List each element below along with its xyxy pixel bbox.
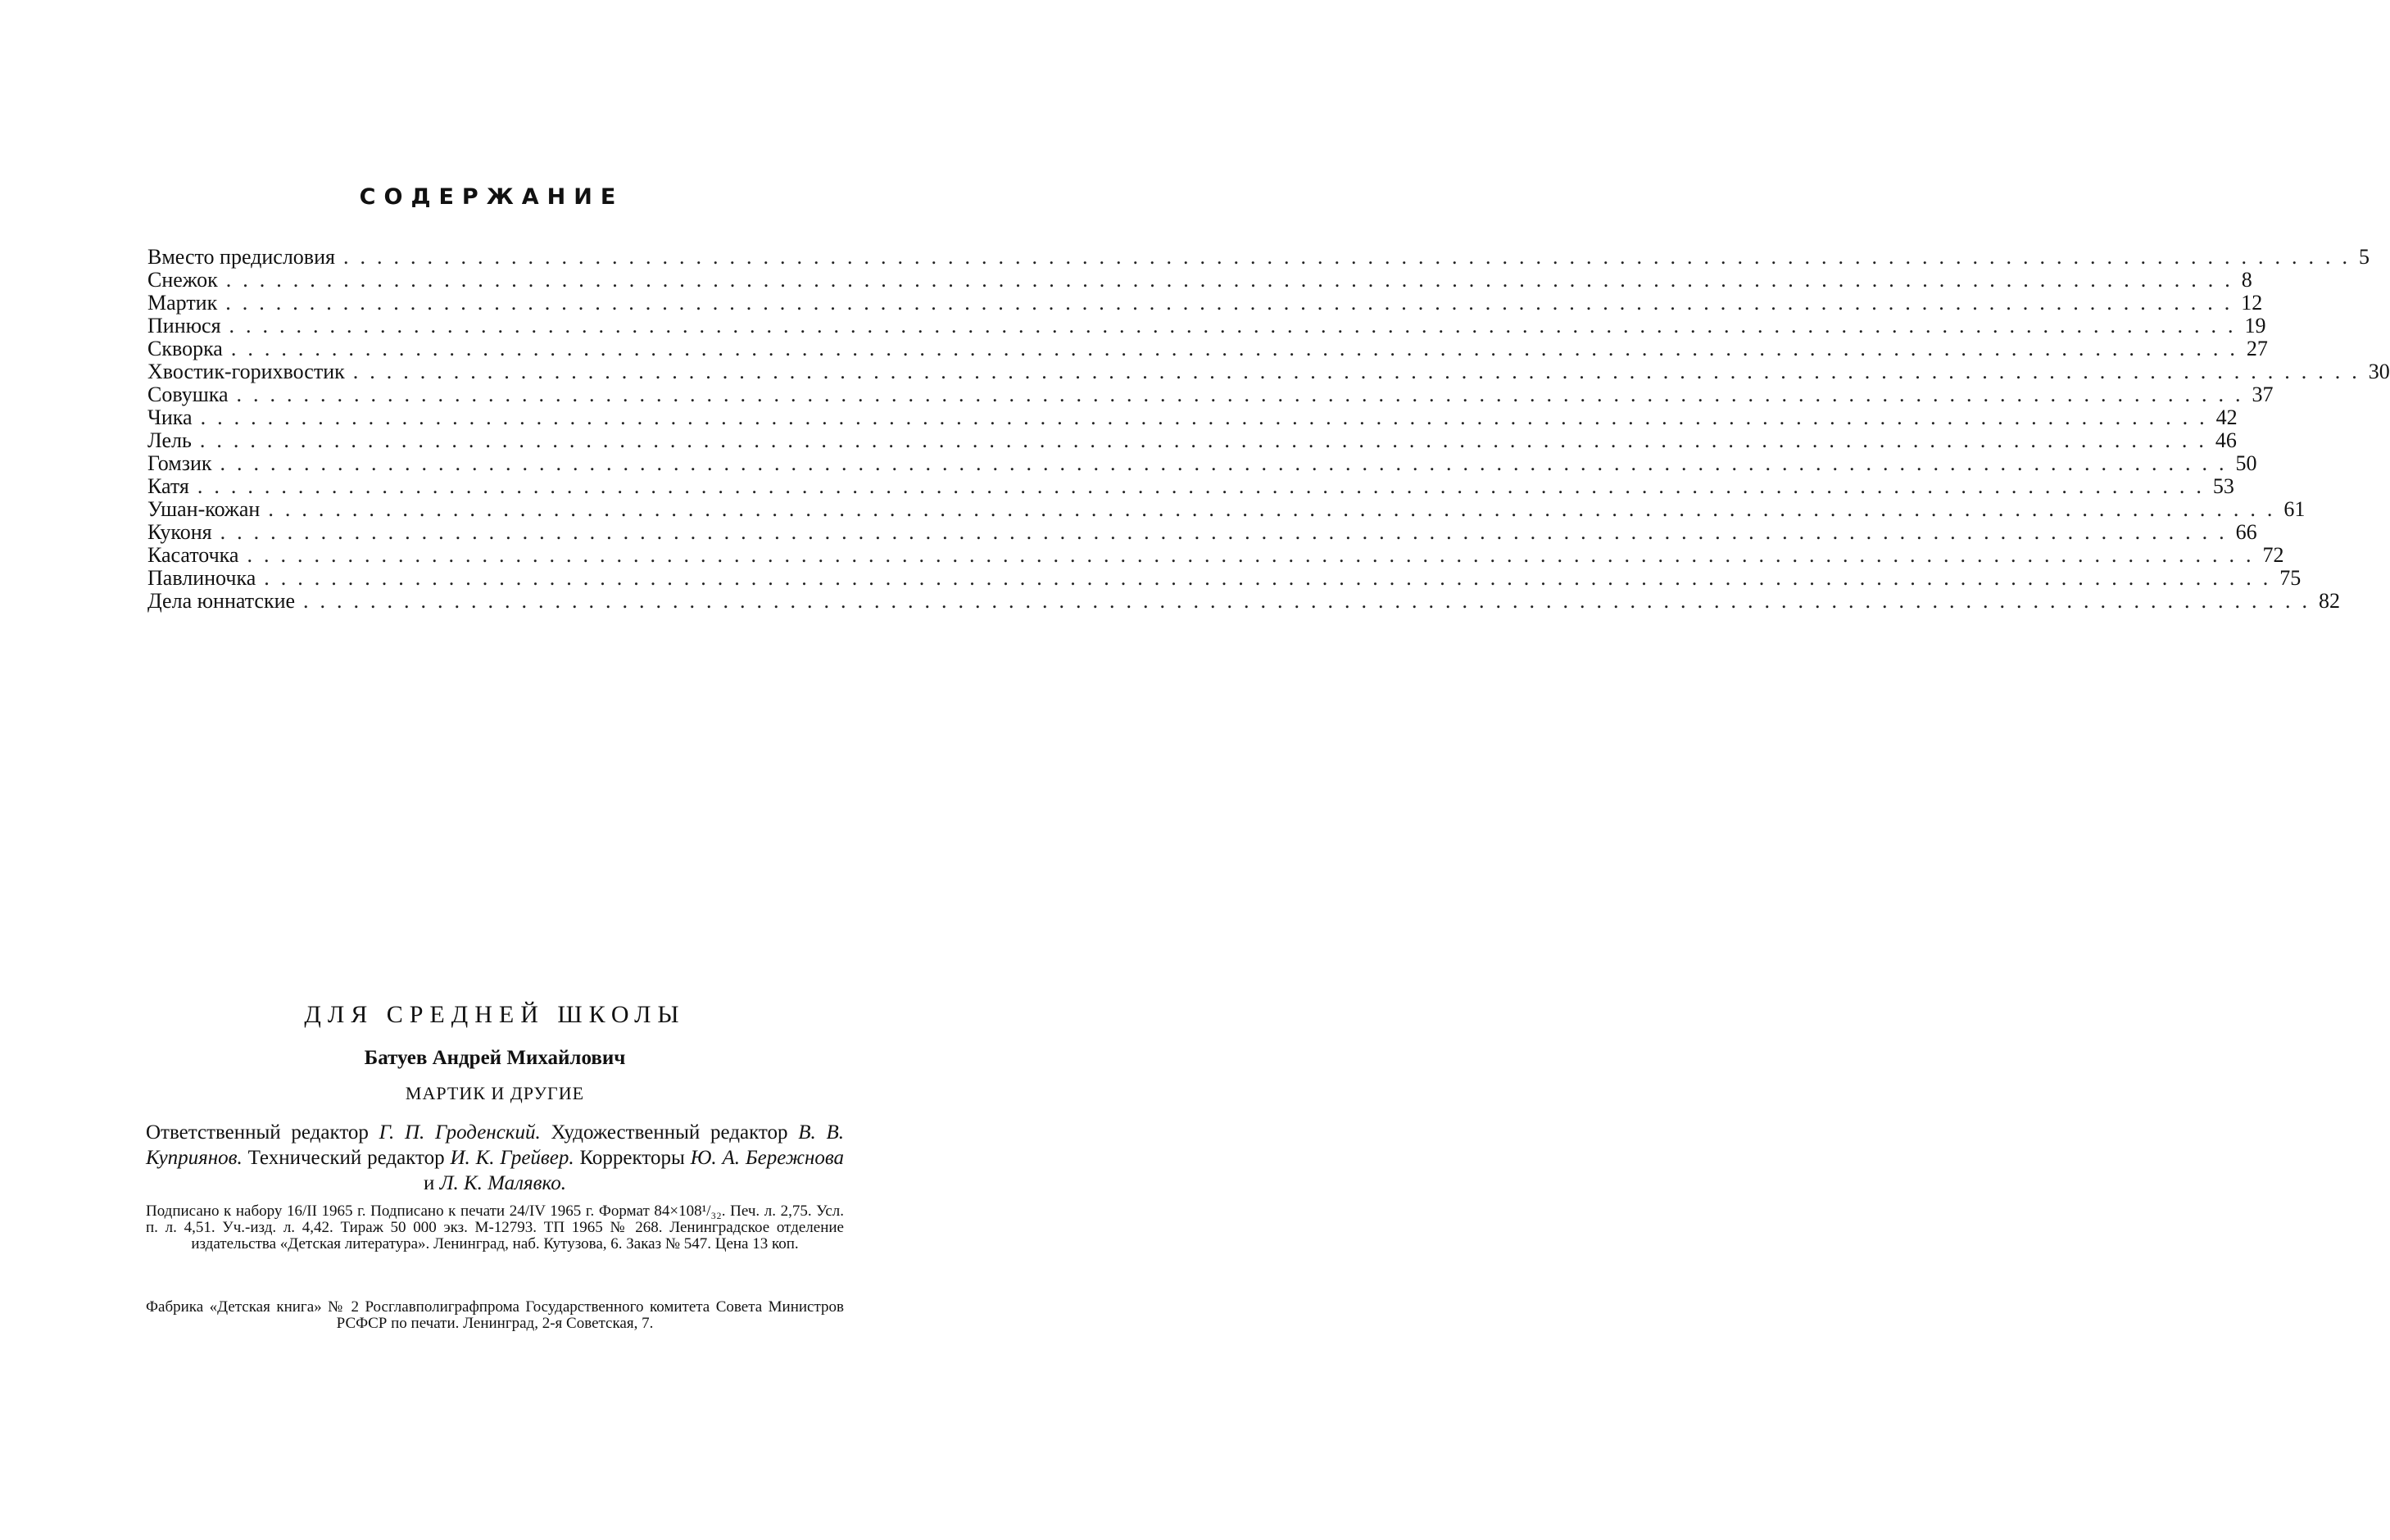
series-title: ДЛЯ СРЕДНЕЙ ШКОЛЫ (146, 1001, 844, 1029)
book-page (0, 0, 983, 1540)
toc-entry (147, 406, 841, 429)
tech-editor-name: И. К. Грейвер. (450, 1147, 574, 1169)
toc-entry (147, 498, 841, 521)
proofreader-name-2: Л. К. Малявко. (440, 1172, 566, 1194)
book-title: МАРТИК И ДРУГИЕ (146, 1083, 844, 1104)
toc-entry (147, 429, 841, 452)
toc-entry-title: Ушан-кожан (147, 498, 268, 521)
toc-dot-leader: ........................................................................................................................ (268, 498, 2283, 521)
toc-entry-title: Хвостик-горихвостик (147, 360, 353, 383)
toc-entry-title: Совушка (147, 383, 237, 406)
tech-editor-label: Технический редактор (248, 1147, 445, 1169)
toc-entry (147, 337, 841, 360)
toc-entry-title: Мартик (147, 292, 225, 315)
toc-entry-title: Павлиночка (147, 567, 264, 590)
toc-entry (147, 452, 841, 475)
toc-dot-leader: ........................................................................................................................ (229, 315, 2245, 337)
table-of-contents (147, 246, 841, 613)
toc-entry-page: 8 (2242, 269, 2252, 292)
toc-entry (147, 269, 841, 292)
toc-entry-page: 37 (2252, 383, 2274, 406)
toc-entry-title: Дела юннатские (147, 590, 303, 613)
toc-entry-title: Гомзик (147, 452, 220, 475)
toc-dot-leader: ........................................................................................................................ (220, 521, 2236, 544)
toc-entry-page: 66 (2236, 521, 2257, 544)
proofreader-name-1: Ю. А. Бережнова (691, 1147, 844, 1169)
toc-dot-leader: ........................................................................................................................ (247, 544, 2262, 567)
toc-dot-leader: ........................................................................................................................ (353, 360, 2369, 383)
toc-entry-page: 53 (2213, 475, 2234, 498)
toc-entry-title: Лель (147, 429, 200, 452)
toc-entry-page: 82 (2319, 590, 2340, 613)
toc-entry-page: 61 (2283, 498, 2305, 521)
toc-entry (147, 567, 841, 590)
toc-entry (147, 521, 841, 544)
toc-entry-page: 27 (2247, 337, 2268, 360)
toc-entry-page: 50 (2236, 452, 2257, 475)
toc-entry-title: Скворка (147, 337, 231, 360)
toc-heading: СОДЕРЖАНИЕ (0, 184, 983, 210)
toc-entry-title: Вместо предисловия (147, 246, 343, 269)
toc-dot-leader: ........................................................................................................................ (303, 590, 2319, 613)
toc-entry (147, 590, 841, 613)
toc-entry (147, 292, 841, 315)
art-editor-name: В. В. Куприянов. (146, 1121, 844, 1169)
proofreaders-label: Корректоры (580, 1147, 685, 1169)
toc-entry (147, 246, 841, 269)
print-info: Подписано к набору 16/II 1965 г. Подписано к печати 24/IV 1965 г. Формат 84×108¹/₃₂. Печ. л. 2,75. Усл. п. л. 4,51. Уч.-изд. л. 4,42. Тираж 50 000 экз. М-12793. ТП 1965 № 268. Ленинградское отделение издательства «Детская литература». Ленинград, наб. Кутузова, 6. Заказ № 547. Цена 13 коп. (146, 1203, 844, 1252)
toc-entry-page: 19 (2245, 315, 2266, 337)
toc-entry (147, 475, 841, 498)
toc-dot-leader: ........................................................................................................................ (225, 292, 2241, 315)
toc-entry-page: 75 (2279, 567, 2301, 590)
toc-dot-leader: ........................................................................................................................ (237, 383, 2252, 406)
resp-editor-name: Г. П. Гроденский. (379, 1121, 541, 1144)
toc-dot-leader: ........................................................................................................................ (264, 567, 2279, 590)
toc-dot-leader: ........................................................................................................................ (197, 475, 2213, 498)
credits-paragraph (146, 1120, 844, 1196)
toc-entry (147, 315, 841, 337)
toc-entry-page: 12 (2241, 292, 2262, 315)
toc-entry (147, 383, 841, 406)
toc-dot-leader: ........................................................................................................................ (343, 246, 2359, 269)
toc-entry-page: 5 (2359, 246, 2370, 269)
toc-entry (147, 544, 841, 567)
toc-dot-leader: ........................................................................................................................ (226, 269, 2242, 292)
toc-entry (147, 360, 841, 383)
toc-dot-leader: ........................................................................................................................ (200, 429, 2215, 452)
toc-entry-title: Касаточка (147, 544, 247, 567)
factory-info: Фабрика «Детская книга» № 2 Росглавполиграфпрома Государственного комитета Совета Министров РСФСР по печати. Ленинград, 2-я Советская, 7. (146, 1299, 844, 1332)
toc-entry-page: 42 (2216, 406, 2238, 429)
toc-entry-title: Снежок (147, 269, 226, 292)
toc-entry-title: Катя (147, 475, 197, 498)
toc-entry-page: 46 (2215, 429, 2237, 452)
toc-entry-page: 72 (2262, 544, 2283, 567)
toc-entry-page: 30 (2369, 360, 2390, 383)
toc-entry-title: Пинюся (147, 315, 229, 337)
art-editor-label: Художественный редактор (551, 1121, 788, 1144)
author-name: Батуев Андрей Михайлович (146, 1047, 844, 1070)
toc-entry-title: Чика (147, 406, 201, 429)
toc-entry-title: Куконя (147, 521, 220, 544)
resp-editor-label: Ответственный редактор (146, 1121, 369, 1144)
toc-dot-leader: ........................................................................................................................ (220, 452, 2236, 475)
toc-dot-leader: ........................................................................................................................ (201, 406, 2216, 429)
toc-dot-leader: ........................................................................................................................ (231, 337, 2247, 360)
and-word: и (424, 1172, 434, 1194)
